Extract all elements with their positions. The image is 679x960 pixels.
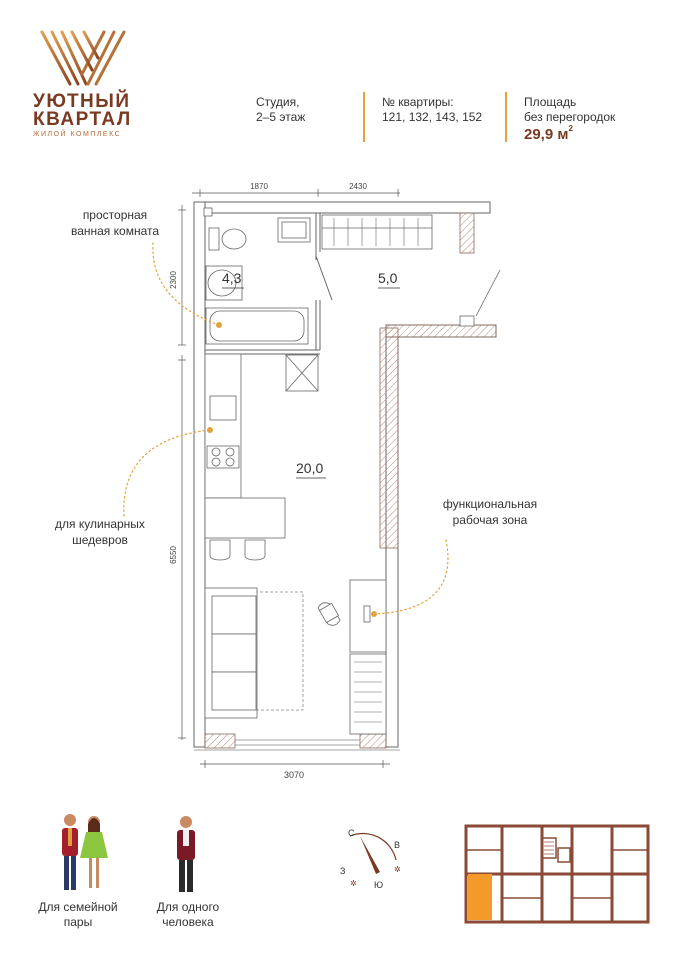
compass-icon — [330, 820, 410, 900]
room-area-living: 20,0 — [296, 460, 324, 476]
single-person-icon — [168, 812, 208, 896]
audience-single-label: Для одного человека — [156, 900, 220, 929]
area-label: Площадь без перегородок — [524, 95, 616, 124]
brand-subtitle: ЖИЛОЙ КОМПЛЕКС — [33, 131, 122, 138]
callout-bathroom: просторная ванная комната — [70, 208, 160, 238]
brand-name: УЮТНЫЙ КВАРТАЛ — [33, 91, 132, 130]
area-value: 29,9 $м^2$ — [524, 124, 573, 143]
apartment-numbers: № квартиры: 121, 132, 143, 152 — [382, 95, 483, 124]
svg-text:✲: ✲ — [394, 865, 401, 874]
apartment-type: Студия, 2–5 этаж — [256, 95, 306, 124]
callout-kitchen: для кулинарных шедевров — [55, 517, 145, 547]
dim-top-left: 1870 — [250, 182, 268, 191]
audience-couple-label: Для семейной пары — [38, 900, 118, 929]
dim-left-lower: 6550 — [169, 546, 178, 564]
compass-north: С — [348, 828, 355, 838]
apartment-highlight — [468, 874, 492, 920]
compass-east: В — [394, 840, 401, 850]
dim-bottom: 3070 — [283, 770, 305, 780]
couple-icon — [50, 810, 120, 896]
room-area-hall: 5,0 — [378, 270, 398, 286]
room-area-bathroom: 4,3 — [222, 270, 242, 286]
floor-location-map — [462, 818, 652, 928]
svg-text:✲: ✲ — [350, 879, 357, 888]
compass-west: З — [340, 866, 346, 876]
dim-left-upper: 2300 — [169, 271, 178, 289]
compass-south: Ю — [374, 880, 384, 890]
dim-top-right: 2430 — [349, 182, 367, 191]
callout-workzone: функциональная рабочая зона — [442, 497, 538, 527]
